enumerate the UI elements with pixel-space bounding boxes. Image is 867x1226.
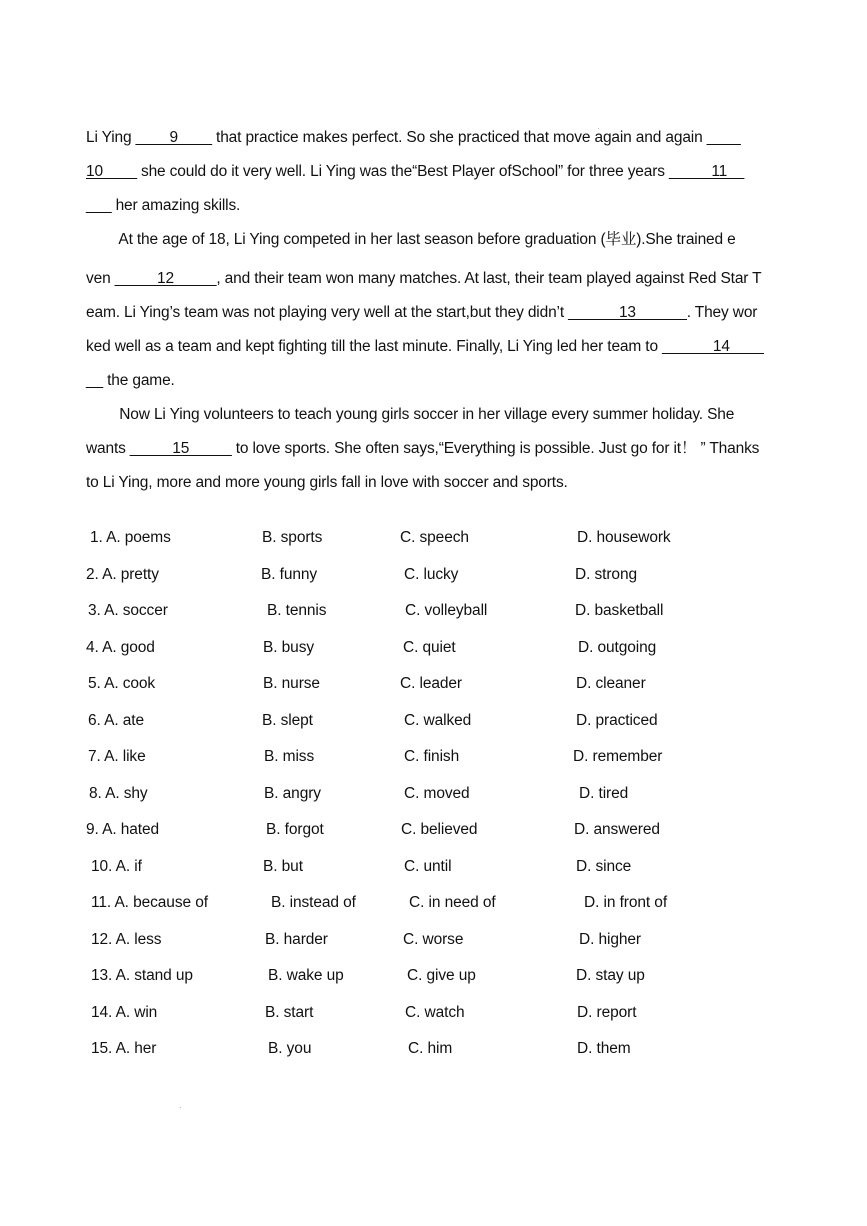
scan-dot bbox=[180, 1107, 181, 1108]
option-a: 15. A. her bbox=[91, 1040, 157, 1057]
option-b: B. wake up bbox=[268, 967, 344, 984]
passage-line bbox=[86, 371, 781, 391]
option-b: B. angry bbox=[264, 784, 321, 802]
option-a: 12. A. less bbox=[91, 930, 162, 948]
option-d: D. cleaner bbox=[576, 675, 646, 692]
passage-text: she could do it very well. Li Ying was the“Best Player ofSchool” for three years bbox=[136, 163, 670, 180]
option-d: D. practiced bbox=[576, 711, 658, 729]
question-options-row bbox=[86, 784, 786, 821]
option-b: B. start bbox=[265, 1003, 314, 1021]
option-d: D. in front of bbox=[584, 894, 668, 911]
option-c: C. quiet bbox=[403, 638, 456, 656]
passage-text: to Li Ying, more and more young girls fall in love with soccer and sports. bbox=[86, 474, 568, 491]
question-options-row bbox=[86, 1039, 786, 1076]
answer-blank: _____12_____ bbox=[114, 270, 217, 287]
option-d: D. stay up bbox=[576, 967, 645, 984]
option-d: D. since bbox=[576, 857, 632, 875]
question-options-row bbox=[86, 1003, 786, 1040]
question-options-row bbox=[86, 930, 786, 967]
option-b: B. busy bbox=[263, 638, 314, 656]
answer-blank: ___ bbox=[86, 197, 112, 214]
option-d: D. housework bbox=[577, 529, 671, 546]
option-c: C. believed bbox=[401, 821, 478, 838]
passage-line bbox=[86, 196, 781, 216]
question-options-row bbox=[86, 857, 786, 894]
passage-text: ven bbox=[86, 270, 115, 287]
option-b: B. harder bbox=[265, 930, 328, 948]
option-a: 3. A. soccer bbox=[88, 602, 168, 619]
option-b: B. miss bbox=[264, 748, 315, 765]
option-d: D. outgoing bbox=[578, 638, 657, 656]
option-a: 14. A. win bbox=[91, 1003, 158, 1021]
option-d: D. tired bbox=[579, 784, 629, 802]
passage-text: At the age of 18, Li Ying competed in her last season before graduation (毕业).She trained e bbox=[86, 231, 736, 248]
option-a: 4. A. good bbox=[86, 638, 155, 656]
passage-text: ked well as a team and kept fighting till the last minute. Finally, Li Ying led her team to bbox=[86, 338, 663, 355]
option-d: D. strong bbox=[575, 565, 637, 583]
passage-text: eam. Li Ying’s team was not playing very well at the start,but they didn’t bbox=[86, 304, 569, 321]
passage-line bbox=[86, 439, 781, 459]
option-c: C. speech bbox=[400, 529, 469, 546]
passage-line bbox=[86, 162, 781, 182]
answer-blank: ____9____ bbox=[135, 129, 212, 146]
option-b: B. forgot bbox=[266, 821, 324, 838]
passage-text: wants bbox=[86, 440, 130, 457]
option-d: D. basketball bbox=[575, 602, 664, 619]
option-d: D. them bbox=[577, 1040, 631, 1057]
option-b: B. slept bbox=[262, 711, 313, 729]
question-options-row bbox=[86, 820, 786, 857]
passage-line bbox=[86, 128, 781, 148]
option-c: C. worse bbox=[403, 930, 464, 948]
option-a: 13. A. stand up bbox=[91, 967, 193, 984]
option-a: 5. A. cook bbox=[88, 675, 156, 692]
option-a: 6. A. ate bbox=[88, 711, 144, 729]
question-options-row bbox=[86, 711, 786, 748]
passage-text: that practice makes perfect. So she practiced that move again and again ____ bbox=[211, 129, 741, 146]
option-a: 10. A. if bbox=[91, 857, 142, 875]
answer-blank: 10____ bbox=[86, 163, 137, 180]
option-c: C. until bbox=[404, 857, 452, 875]
passage-text: Now Li Ying volunteers to teach young girls soccer in her village every summer holiday. She bbox=[86, 406, 735, 423]
passage-line bbox=[86, 230, 781, 250]
passage-text: the game. bbox=[102, 372, 175, 389]
option-b: B. you bbox=[268, 1040, 312, 1057]
answer-blank: ______14____ bbox=[662, 338, 764, 355]
passage-text: , and their team won many matches. At last, their team played against Red Star T bbox=[216, 270, 762, 287]
passage-text: Li Ying bbox=[86, 129, 136, 146]
question-options-row bbox=[86, 893, 786, 930]
question-options-row bbox=[86, 674, 786, 711]
passage-line bbox=[86, 303, 781, 323]
option-c: C. finish bbox=[404, 748, 460, 765]
option-c: C. watch bbox=[405, 1003, 465, 1021]
option-c: C. him bbox=[408, 1040, 453, 1057]
option-b: B. nurse bbox=[263, 675, 320, 692]
option-c: C. walked bbox=[404, 711, 472, 729]
cloze-passage bbox=[86, 128, 781, 493]
option-c: C. give up bbox=[407, 967, 476, 984]
option-a: 2. A. pretty bbox=[86, 565, 159, 583]
option-b: B. but bbox=[263, 857, 303, 875]
passage-line bbox=[86, 473, 781, 493]
answer-blank: _____11__ bbox=[669, 163, 745, 180]
option-c: C. moved bbox=[404, 784, 470, 802]
option-a: 7. A. like bbox=[88, 748, 146, 765]
option-b: B. sports bbox=[262, 529, 323, 546]
option-d: D. higher bbox=[579, 930, 641, 948]
passage-text: . They wor bbox=[686, 304, 758, 321]
answer-options bbox=[86, 528, 786, 1076]
option-b: B. tennis bbox=[267, 602, 327, 619]
option-a: 9. A. hated bbox=[86, 821, 160, 838]
answer-blank: ______13______ bbox=[568, 304, 687, 321]
option-b: B. instead of bbox=[271, 894, 356, 911]
option-d: D. report bbox=[577, 1003, 637, 1021]
passage-line bbox=[86, 405, 781, 425]
option-d: D. remember bbox=[573, 748, 663, 765]
question-options-row bbox=[86, 747, 786, 784]
passage-line bbox=[86, 269, 781, 289]
option-c: C. lucky bbox=[404, 565, 459, 583]
option-d: D. answered bbox=[574, 821, 660, 838]
answer-blank: _____15_____ bbox=[129, 440, 232, 457]
option-c: C. volleyball bbox=[405, 602, 488, 619]
option-a: 8. A. shy bbox=[89, 784, 148, 802]
option-a: 1. A. poems bbox=[90, 529, 171, 546]
question-options-row bbox=[86, 638, 786, 675]
passage-line bbox=[86, 337, 781, 357]
question-options-row bbox=[86, 528, 786, 565]
passage-text: to love sports. She often says,“Everything is possible. Just go for it！ ” Thanks bbox=[231, 440, 760, 457]
question-options-row bbox=[86, 601, 786, 638]
option-a: 11. A. because of bbox=[91, 894, 208, 911]
answer-blank: __ bbox=[86, 372, 103, 389]
question-options-row bbox=[86, 565, 786, 602]
option-c: C. leader bbox=[400, 675, 462, 692]
passage-text: her amazing skills. bbox=[111, 197, 241, 214]
question-options-row bbox=[86, 966, 786, 1003]
option-b: B. funny bbox=[261, 565, 318, 583]
option-c: C. in need of bbox=[409, 894, 496, 911]
